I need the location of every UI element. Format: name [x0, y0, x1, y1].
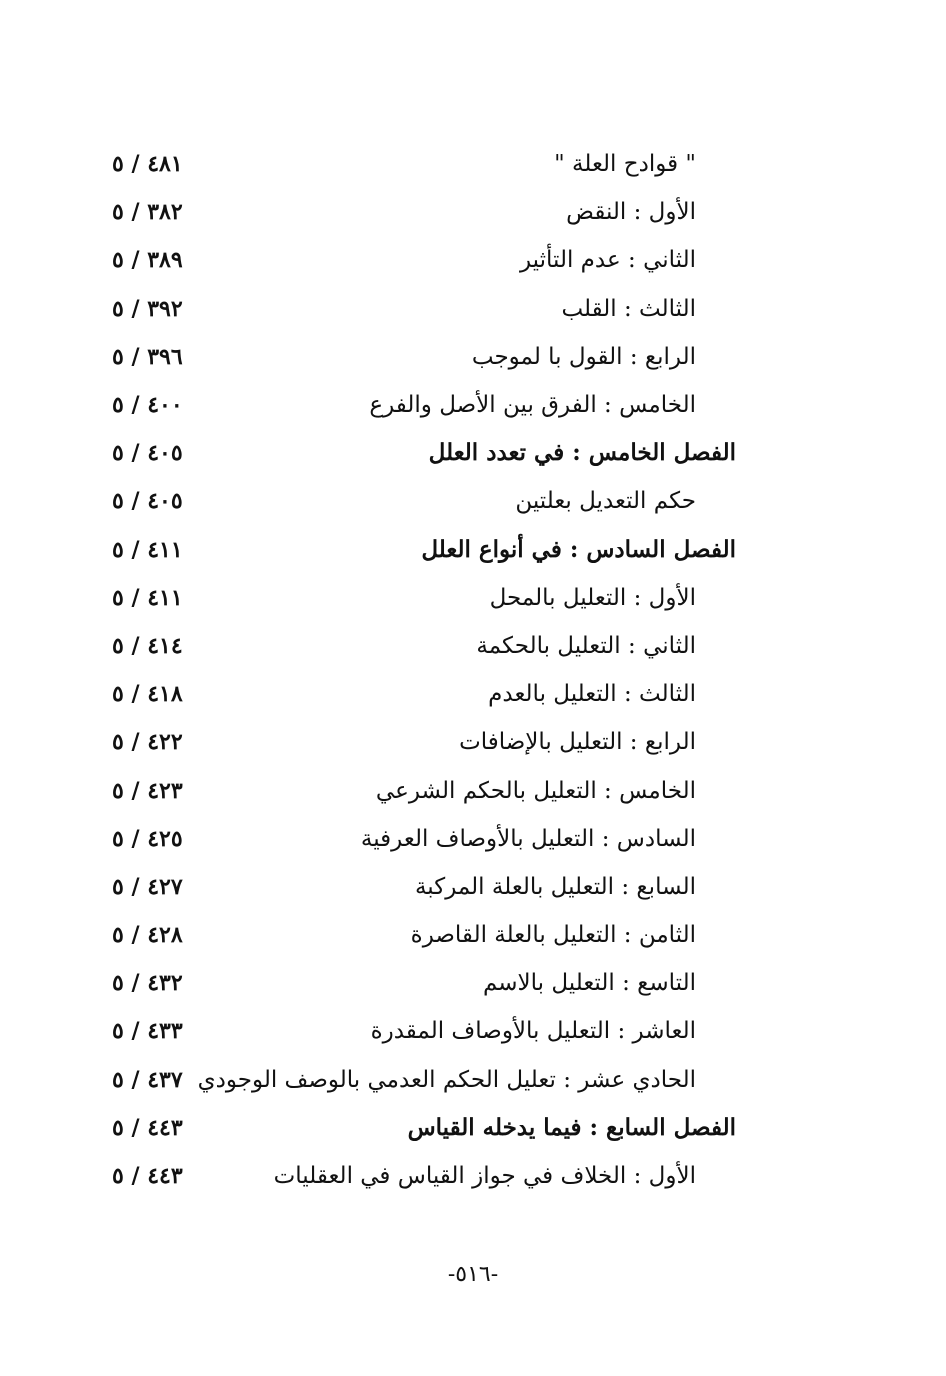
toc-entry-reference: ٤٢٧ / ٥ — [112, 873, 183, 900]
toc-entry-reference: ٤٢٨ / ٥ — [112, 922, 183, 949]
toc-entry-reference: ٤١١ / ٥ — [112, 536, 183, 563]
toc-row — [0, 285, 946, 333]
toc-entry-title: التاسع : التعليل بالاسم — [482, 970, 696, 997]
toc-row — [0, 381, 946, 429]
toc-row — [0, 622, 946, 670]
toc-entry-reference: ٤١١ / ٥ — [112, 584, 183, 611]
toc-entry-reference: ٤٠٥ / ٥ — [112, 440, 183, 467]
toc-row — [0, 1056, 946, 1104]
toc-chapter-row — [0, 526, 946, 574]
toc-row — [0, 1152, 946, 1200]
toc-row — [0, 959, 946, 1007]
toc-entry-reference: ٤٣٢ / ٥ — [112, 970, 183, 997]
toc-entry-reference: ٣٨٩ / ٥ — [112, 247, 183, 274]
toc-entry-title: الرابع : التعليل بالإضافات — [459, 729, 696, 756]
toc-row — [0, 188, 946, 236]
toc-row — [0, 477, 946, 525]
toc-row — [0, 1007, 946, 1055]
toc-row — [0, 815, 946, 863]
toc-entry-reference: ٤٠٠ / ٥ — [112, 392, 183, 419]
toc-entry-title: الثالث : القلب — [561, 295, 696, 322]
toc-entry-title: حكم التعديل بعلتين — [515, 488, 696, 515]
toc-entry-title: الثامن : التعليل بالعلة القاصرة — [410, 922, 696, 949]
toc-entry-reference: ٤٣٧ / ٥ — [112, 1066, 183, 1093]
toc-entry-title: الحادي عشر : تعليل الحكم العدمي بالوصف الوجودي — [197, 1066, 696, 1093]
toc-chapter-title: الفصل الخامس : في تعدد العلل — [428, 439, 736, 467]
toc-entry-title: العاشر : التعليل بالأوصاف المقدرة — [370, 1018, 696, 1045]
toc-entry-reference: ٤٢٥ / ٥ — [112, 825, 183, 852]
toc-entry-title: " قوادح العلة " — [554, 151, 696, 178]
toc-chapter-title: الفصل السابع : فيما يدخله القياس — [407, 1113, 736, 1141]
toc-row — [0, 236, 946, 284]
toc-row — [0, 670, 946, 718]
toc-entry-reference: ٤١٨ / ٥ — [112, 681, 183, 708]
toc-entry-reference: ٤٤٣ / ٥ — [112, 1163, 183, 1190]
toc-entry-title: الثاني : التعليل بالحكمة — [476, 632, 696, 659]
toc-entry-reference: ٤٣٣ / ٥ — [112, 1018, 183, 1045]
toc-chapter-title: الفصل السادس : في أنواع العلل — [421, 535, 736, 563]
toc-entry-title: الأول : الخلاف في جواز القياس في العقليات — [273, 1163, 696, 1190]
toc-chapter-row — [0, 429, 946, 477]
table-of-contents — [0, 140, 946, 1200]
toc-entry-reference: ٣٩٦ / ٥ — [112, 343, 183, 370]
toc-entry-reference: ٣٨٢ / ٥ — [112, 199, 183, 226]
toc-entry-reference: ٤٠٥ / ٥ — [112, 488, 183, 515]
toc-entry-reference: ٤٢٣ / ٥ — [112, 777, 183, 804]
toc-entry-reference: ٤١٤ / ٥ — [112, 632, 183, 659]
toc-entry-reference: ٤٢٢ / ٥ — [112, 729, 183, 756]
toc-entry-title: الأول : النقض — [566, 199, 696, 226]
toc-row — [0, 863, 946, 911]
toc-row — [0, 718, 946, 766]
toc-entry-title: الثالث : التعليل بالعدم — [488, 681, 696, 708]
toc-row — [0, 766, 946, 814]
toc-row — [0, 140, 946, 188]
toc-chapter-row — [0, 1104, 946, 1152]
toc-row — [0, 574, 946, 622]
toc-entry-title: الثاني : عدم التأثير — [519, 247, 696, 274]
toc-entry-title: الرابع : القول با لموجب — [471, 343, 696, 370]
toc-entry-reference: ٤٨١ / ٥ — [112, 151, 183, 178]
toc-row — [0, 911, 946, 959]
toc-row — [0, 333, 946, 381]
toc-entry-title: الخامس : الفرق بين الأصل والفرع — [369, 392, 696, 419]
toc-entry-title: الأول : التعليل بالمحل — [489, 584, 696, 611]
toc-entry-title: الخامس : التعليل بالحكم الشرعي — [375, 777, 696, 804]
toc-entry-reference: ٤٤٣ / ٥ — [112, 1114, 183, 1141]
toc-entry-title: السادس : التعليل بالأوصاف العرفية — [360, 825, 696, 852]
toc-entry-title: السابع : التعليل بالعلة المركبة — [414, 873, 696, 900]
toc-entry-reference: ٣٩٢ / ٥ — [112, 295, 183, 322]
page-number: -٥١٦- — [447, 1262, 499, 1287]
